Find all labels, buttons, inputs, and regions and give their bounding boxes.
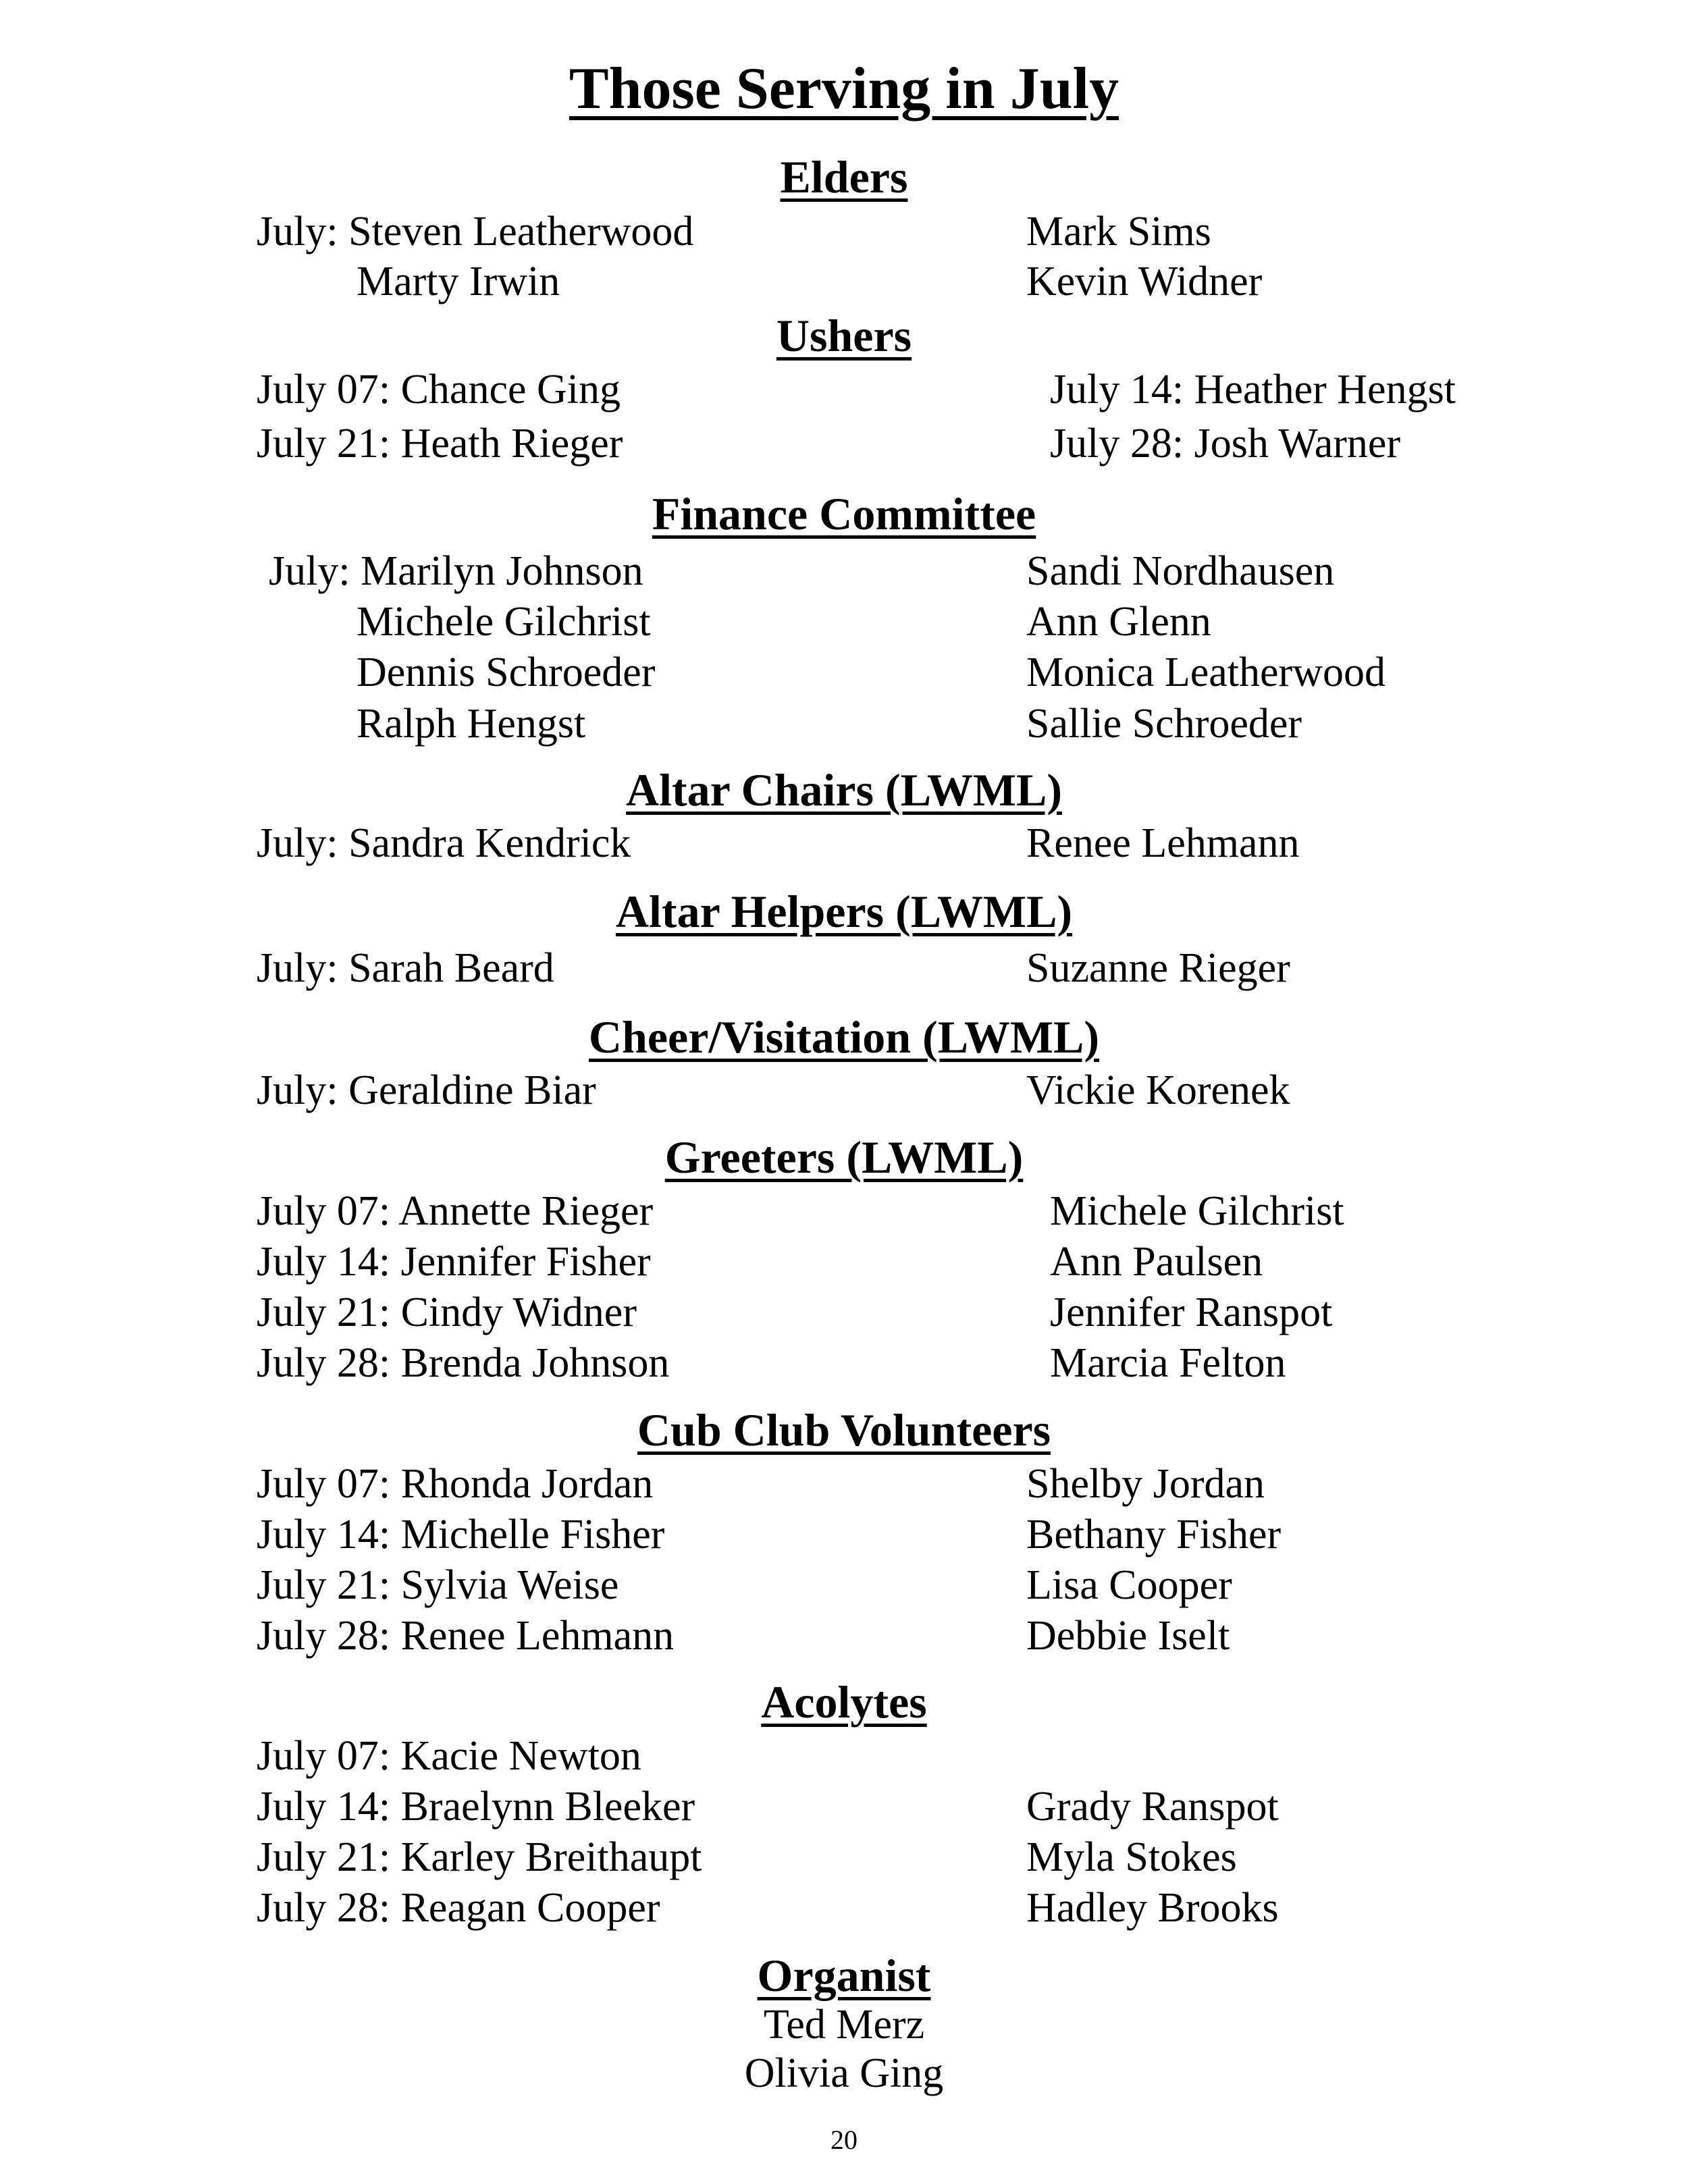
elders-row-1-left: July: Steven Leatherwood — [257, 209, 694, 255]
acolytes-row-2-left: July 14: Braelynn Bleeker — [257, 1784, 695, 1830]
cub-club-row-4-right: Debbie Iselt — [1026, 1613, 1230, 1659]
cheer-row-1-left: July: Geraldine Biar — [257, 1067, 596, 1113]
greeters-row-3-left: July 21: Cindy Widner — [257, 1289, 637, 1335]
acolytes-row-4-right: Hadley Brooks — [1026, 1885, 1279, 1931]
greeters-row-2-left: July 14: Jennifer Fisher — [257, 1239, 651, 1285]
acolytes-row-2-right: Grady Ranspot — [1026, 1784, 1279, 1830]
acolytes-row-3-right: Myla Stokes — [1026, 1834, 1237, 1880]
section-heading-cub-club: Cub Club Volunteers — [637, 1404, 1051, 1456]
altar-chairs-row-1-right: Renee Lehmann — [1026, 820, 1300, 866]
ushers-row-2-right: July 28: Josh Warner — [1050, 421, 1401, 467]
altar-chairs-row-1-left: July: Sandra Kendrick — [257, 820, 631, 866]
section-heading-acolytes: Acolytes — [761, 1676, 927, 1728]
elders-row-2-right: Kevin Widner — [1026, 259, 1263, 304]
greeters-row-4-left: July 28: Brenda Johnson — [257, 1340, 670, 1386]
section-heading-greeters: Greeters (LWML) — [664, 1131, 1024, 1183]
cub-club-row-4-left: July 28: Renee Lehmann — [257, 1613, 675, 1659]
finance-row-2-left: Michele Gilchrist — [357, 599, 651, 645]
section-heading-organist: Organist — [757, 1950, 931, 2001]
greeters-row-1-right: Michele Gilchrist — [1050, 1188, 1344, 1234]
greeters-row-3-right: Jennifer Ranspot — [1050, 1289, 1333, 1335]
acolytes-row-1-left: July 07: Kacie Newton — [257, 1733, 641, 1779]
ushers-row-2-left: July 21: Heath Rieger — [257, 421, 623, 467]
greeters-row-1-left: July 07: Annette Rieger — [257, 1188, 654, 1234]
cheer-row-1-right: Vickie Korenek — [1026, 1067, 1290, 1113]
section-heading-elders: Elders — [780, 151, 908, 203]
greeters-row-4-right: Marcia Felton — [1050, 1340, 1286, 1386]
cub-club-row-2-right: Bethany Fisher — [1026, 1512, 1282, 1557]
finance-row-1-right: Sandi Nordhausen — [1026, 548, 1335, 594]
finance-row-4-right: Sallie Schroeder — [1026, 701, 1302, 747]
altar-helpers-row-1-right: Suzanne Rieger — [1026, 945, 1290, 991]
finance-row-1-left: July: Marilyn Johnson — [269, 548, 643, 594]
cub-club-row-2-left: July 14: Michelle Fisher — [257, 1512, 665, 1557]
altar-helpers-row-1-left: July: Sarah Beard — [257, 945, 554, 991]
cub-club-row-1-left: July 07: Rhonda Jordan — [257, 1461, 654, 1507]
finance-row-4-left: Ralph Hengst — [357, 701, 586, 747]
acolytes-row-4-left: July 28: Reagan Cooper — [257, 1885, 660, 1931]
ushers-row-1-left: July 07: Chance Ging — [257, 367, 621, 412]
section-heading-altar-chairs: Altar Chairs (LWML) — [626, 764, 1062, 816]
section-heading-finance-committee: Finance Committee — [652, 488, 1036, 539]
page-title: Those Serving in July — [569, 56, 1119, 122]
elders-row-1-right: Mark Sims — [1026, 209, 1211, 255]
section-heading-ushers: Ushers — [776, 310, 912, 361]
elders-row-2-left: Marty Irwin — [357, 259, 560, 304]
finance-row-3-left: Dennis Schroeder — [357, 649, 656, 695]
finance-row-2-right: Ann Glenn — [1026, 599, 1211, 645]
ushers-row-1-right: July 14: Heather Hengst — [1050, 367, 1456, 412]
acolytes-row-3-left: July 21: Karley Breithaupt — [257, 1834, 702, 1880]
finance-row-3-right: Monica Leatherwood — [1026, 649, 1386, 695]
section-heading-cheer-visitation: Cheer/Visitation (LWML) — [588, 1011, 1100, 1063]
organist-name-2: Olivia Ging — [744, 2050, 944, 2096]
cub-club-row-1-right: Shelby Jordan — [1026, 1461, 1265, 1507]
cub-club-row-3-left: July 21: Sylvia Weise — [257, 1562, 619, 1608]
page-number: 20 — [830, 2125, 858, 2155]
cub-club-row-3-right: Lisa Cooper — [1026, 1562, 1232, 1608]
organist-name-1: Ted Merz — [763, 2002, 925, 2048]
section-heading-altar-helpers: Altar Helpers (LWML) — [615, 886, 1073, 937]
greeters-row-2-right: Ann Paulsen — [1050, 1239, 1263, 1285]
